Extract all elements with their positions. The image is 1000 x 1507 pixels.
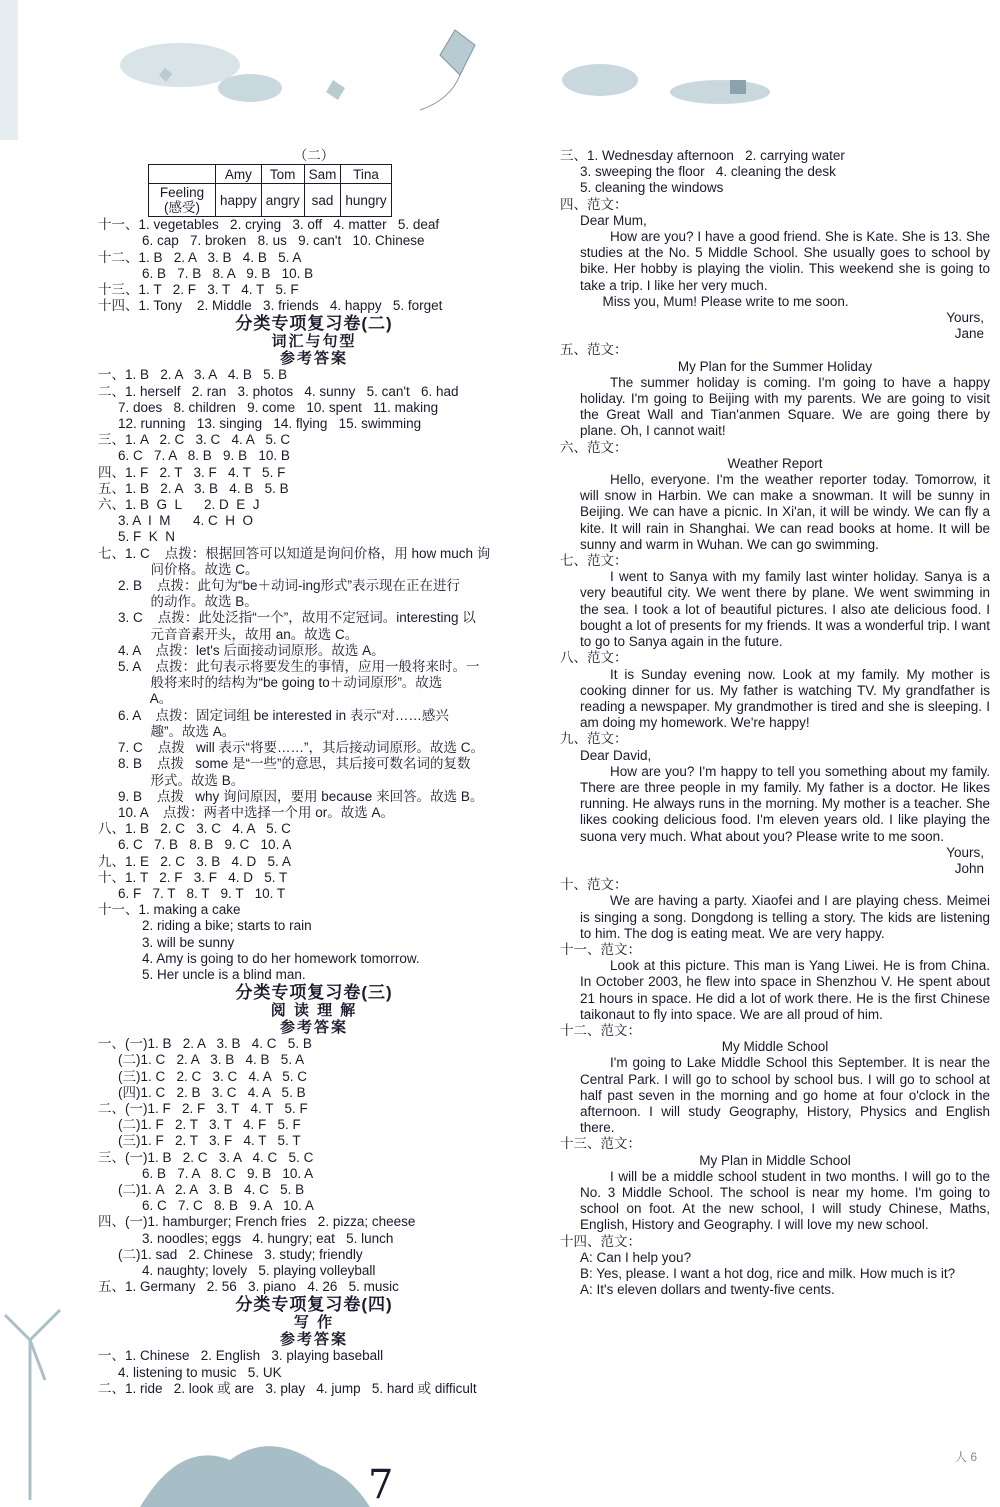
left-margin-decor <box>0 0 18 140</box>
answer-line: 九、1. E 2. C 3. B 4. D 5. A <box>98 853 291 869</box>
answer-line: (二)1. F 2. T 3. T 4. F 5. F <box>118 1117 301 1133</box>
answer-line: 3. will be sunny <box>142 934 235 950</box>
right-column <box>560 148 990 1298</box>
section-subtitle: 词汇与句型 <box>271 333 357 351</box>
answer-line: 五、范文： <box>560 342 628 358</box>
answer-line: A: Can I help you? <box>580 1249 692 1265</box>
answer-line: 一、(一)1. B 2. A 3. B 4. C 5. B <box>98 1036 312 1052</box>
answer-line: 4. listening to music 5. UK <box>118 1364 282 1380</box>
answer-line: 十二、1. B 2. A 3. B 4. B 5. A <box>98 249 302 265</box>
section-title: 分类专项复习卷(四) <box>235 1295 393 1315</box>
kite-icon <box>440 30 475 75</box>
essay-paragraph: Hello, everyone. I'm the weather reporter today. Tomorrow, it will snow in Harbin. We can make a snowman. It will be sunny in Beijing. We can have a picnic. In Xi'an, it will be windy. We can fly a kite. It will rain in Shanghai. We can read books at home. It will be sunny and warm in Wuhan. We can go swimming. <box>580 472 990 552</box>
section-subtitle: 阅 读 理 解 <box>270 1002 358 1020</box>
answer-line: 十四、1. Tony 2. Middle 3. friends 4. happy 5. forget <box>98 298 443 314</box>
answer-line: My Middle School <box>721 1039 829 1055</box>
answer-line: 4. Amy is going to do her homework tomorrow. <box>142 950 420 966</box>
bush-shape <box>140 1446 370 1507</box>
windmill-decoration <box>0 1300 140 1507</box>
answer-block-a <box>98 217 530 314</box>
answer-line: 八、1. B 2. C 3. C 4. A 5. C <box>98 821 291 837</box>
answer-line: 二、1. ride 2. look 或 are 3. play 4. jump 5. hard 或 difficult <box>98 1380 477 1396</box>
essay-paragraph: I went to Sanya with my family last winter holiday. Sanya is a very beautiful city. We went there by plane. We went swimming in the sea. I took a lot of beautiful pictures. I also ate delicious food. I bought a lot of presents for my friends. It was a wonderful trip. I want to go to Sanya again in the future. <box>580 569 990 650</box>
answer-line: 6. cap 7. broken 8. us 9. can't 10. Chinese <box>142 233 425 249</box>
answer-line: Yours, <box>946 310 984 326</box>
answer-line: (二)1. sad 2. Chinese 3. study; friendly <box>118 1246 363 1262</box>
answer-line: Dear David, <box>580 747 652 763</box>
answer-line: 七、1. C 点拨：根据回答可以知道是询问价格，用 how much 询 <box>98 545 491 561</box>
answer-line: A。 <box>98 691 173 707</box>
answer-line: 6. B 7. B 8. A 9. B 10. B <box>142 265 314 281</box>
answer-line: (四)1. C 2. B 3. C 4. A 5. B <box>118 1084 306 1100</box>
answer-line: Jane <box>954 326 984 342</box>
page-number: 7 <box>368 1462 394 1507</box>
table-cell: angry <box>261 184 304 217</box>
answer-line: 九、范文： <box>560 731 628 747</box>
table-cell: happy <box>216 184 262 217</box>
answer-line: 四、1. F 2. T 3. F 4. T 5. F <box>98 464 286 480</box>
answer-line: Miss you, Mum! Please write to me soon. <box>580 293 849 309</box>
answer-line: 十三、范文： <box>560 1136 641 1152</box>
answer-line: 五、1. B 2. A 3. B 4. B 5. B <box>98 480 289 496</box>
answer-line: 五、1. Germany 2. 56 3. piano 4. 26 5. music <box>98 1279 399 1295</box>
answer-line: 5. A 点拨：此句表示将要发生的事情，应用一般将来时。一 <box>118 659 480 675</box>
answer-line: 一、1. B 2. A 3. A 4. B 5. B <box>98 367 288 383</box>
answer-line: 三、1. A 2. C 3. C 4. A 5. C <box>98 432 291 448</box>
answer-line: 四、(一)1. hamburger; French fries 2. pizza; cheese <box>98 1214 416 1230</box>
kite-icon <box>326 80 345 100</box>
kite-string <box>420 75 460 110</box>
essay-paragraph: Look at this picture. This man is Yang Liwei. He is from China. In October 2003, he flew into space in Shenzhou V. He spent about 21 hours in space. He did a lot of work there. He is the first Chinese taikonaut to fly into space. We are all proud of him. <box>580 958 990 1022</box>
answer-line: 一、1. Chinese 2. English 3. playing baseball <box>98 1348 384 1364</box>
answer-line: Weather Report <box>727 455 823 471</box>
bush-decoration <box>140 1420 370 1507</box>
answer-line: 6. F 7. T 8. T 9. T 10. T <box>118 885 286 901</box>
essay-paragraph: It is Sunday evening now. Look at my family. My mother is cooking dinner for us. My father is watching TV. My grandfather is reading a newspaper. My grandmother is tired and she is sleeping. I am doing my homework. We're happy! <box>580 666 990 731</box>
answer-line: 十一、1. making a cake <box>98 902 241 918</box>
table-cell <box>149 165 216 184</box>
answer-block-d <box>98 1348 530 1397</box>
answer-line: (二)1. C 2. A 3. B 4. B 5. A <box>118 1052 305 1068</box>
answer-line: 元音音素开头，故用 an。故选 C。 <box>98 626 359 642</box>
answer-line: 十三、1. T 2. F 3. T 4. T 5. F <box>98 282 299 298</box>
answer-line: (三)1. F 2. T 3. F 4. T 5. T <box>118 1133 301 1149</box>
answer-line: 十四、范文： <box>560 1233 641 1249</box>
answer-line: 六、范文： <box>560 439 628 455</box>
answer-line: 6. C 7. B 8. B 9. C 10. A <box>118 837 292 853</box>
answer-line: My Plan for the Summer Holiday <box>677 358 873 374</box>
section-title: 分类专项复习卷(二) <box>235 314 393 334</box>
section-subtitle: 写 作 <box>293 1314 335 1332</box>
answer-line: 6. B 7. A 8. C 9. B 10. A <box>142 1165 314 1181</box>
table-cell: Tom <box>261 165 304 184</box>
answer-line: 5. cleaning the windows <box>580 180 724 196</box>
answer-line: 6. C 7. A 8. B 9. B 10. B <box>118 448 290 464</box>
answer-line: 趣”。故选 A。 <box>98 723 236 739</box>
answer-line: 二、1. herself 2. ran 3. photos 4. sunny 5. can't 6. had <box>98 383 459 399</box>
answer-line: 5. F K N <box>118 529 176 545</box>
feeling-table <box>148 164 392 217</box>
answer-line: 问价格。故选 C。 <box>98 561 259 577</box>
table-cell: Tina <box>341 165 391 184</box>
answer-line: 四、范文： <box>560 196 628 212</box>
cloud-shape <box>670 80 770 104</box>
answer-line: 十二、范文： <box>560 1022 641 1038</box>
answer-line: 6. C 7. C 8. B 9. A 10. A <box>142 1198 314 1214</box>
answer-line: 三、(一)1. B 2. C 3. A 4. C 5. C <box>98 1149 314 1165</box>
answer-line: 般将来时的结构为“be going to＋动词原形”。故选 <box>98 675 443 691</box>
table-cell: Feeling (感受) <box>149 184 216 217</box>
answer-line: A: It's eleven dollars and twenty-five cents. <box>580 1282 835 1298</box>
essay-paragraph: I will be a middle school student in two months. I will go to the No. 3 Middle School. The school is near my home. I'm going to school on foot. At the new school, I will study Chinese, Maths, English, History and Geography. I will love my new school. <box>580 1168 990 1233</box>
table-row <box>149 184 392 217</box>
answer-line: 3. noodles; eggs 4. hungry; eat 5. lunch <box>142 1230 394 1246</box>
answer-line: 10. A 点拨：两者中选择一个用 or。故选 A。 <box>118 804 395 820</box>
answer-heading: 参考答案 <box>279 1019 348 1037</box>
table-title: （二） <box>293 148 335 163</box>
table-cell: hungry <box>341 184 391 217</box>
cloud-shape <box>218 74 282 102</box>
answer-line: 七、范文： <box>560 553 628 569</box>
answer-line: My Plan in Middle School <box>699 1152 851 1168</box>
essay-paragraph: We are having a party. Xiaofei and I are playing chess. Meimei is singing a song. Dongdong is telling a story. The kids are listening to him. The dog is eating meat. We are very happy. <box>580 893 990 941</box>
answer-heading: 参考答案 <box>279 1331 348 1349</box>
table-cell: Amy <box>216 165 262 184</box>
section-title: 分类专项复习卷(三) <box>235 983 393 1003</box>
answer-line: 形式。故选 B。 <box>98 772 245 788</box>
table-row <box>149 165 392 184</box>
answer-line: 的动作。故选 B。 <box>98 594 258 610</box>
answer-heading: 参考答案 <box>279 350 348 368</box>
answer-line: 十一、范文： <box>560 941 641 957</box>
answer-line: 二、(一)1. F 2. F 3. T 4. T 5. F <box>98 1100 308 1116</box>
left-column <box>98 148 530 1397</box>
answer-line: 6. A 点拨：固定词组 be interested in 表示“对……感兴 <box>118 707 449 723</box>
answer-line: 十、范文： <box>560 877 628 893</box>
answer-line: 3. A I M 4. C H O <box>118 513 254 529</box>
essay-paragraph: B: Yes, please. I want a hot dog, rice and milk. How much is it? <box>580 1266 956 1282</box>
answer-line: 八、范文： <box>560 650 628 666</box>
answer-line: John <box>954 860 984 876</box>
corner-mark: 人 6 <box>955 1450 978 1464</box>
answer-line: Dear Mum, <box>580 212 647 228</box>
essay-paragraph: How are you? I have a good friend. She is Kate. She is 13. She studies at the No. 5 Middle School. She usually goes to school by bike. Her hobby is playing the violin. This weekend she is going to take a trip. I like her very much. <box>580 229 990 293</box>
answer-line: 4. A 点拨：let's 后面接动词原形。故选 A。 <box>118 642 385 658</box>
essay-paragraph: I'm going to Lake Middle School this September. It is near the Central Park. I will go to school by school bus. I will go to school at half past seven in the morning and go home at four o'clock in the afternoon. I will study Geography, History, Physics and English there. <box>580 1055 990 1136</box>
kite-icon <box>730 80 746 94</box>
answer-line: 8. B 点拨 some 是“一些”的意思，其后接可数名词的复数 <box>118 756 471 772</box>
cloud-shape <box>120 43 240 87</box>
answer-line: 十、1. T 2. F 3. F 4. D 5. T <box>98 869 288 885</box>
answer-block-c <box>98 1036 530 1295</box>
table-cell: Sam <box>304 165 341 184</box>
essay-paragraph: The summer holiday is coming. I'm going to have a happy holiday. I'm going to Beijing with my parents. We are going to visit the Great Wall and Tian'anmen Square. We are going there by plane. Oh, I cannot wait! <box>580 374 990 439</box>
answer-line: 六、1. B G L 2. D E J <box>98 497 260 513</box>
windmill-blades <box>5 1310 60 1380</box>
header-decoration <box>0 0 1000 140</box>
answer-line: 9. B 点拨 why 询问原因，要用 because 来回答。故选 B。 <box>118 788 484 804</box>
answer-line: 12. running 13. singing 14. flying 15. swimming <box>118 416 422 432</box>
answer-line: 7. does 8. children 9. come 10. spent 11. making <box>118 399 439 415</box>
answer-line: 7. C 点拨 will 表示“将要……”，其后接动词原形。故选 C。 <box>118 740 485 756</box>
answer-line: 三、1. Wednesday afternoon 2. carrying water <box>560 148 845 163</box>
answer-line: 2. B 点拨：此句为“be＋动词-ing形式”表示现在正在进行 <box>118 578 461 594</box>
answer-line: 5. Her uncle is a blind man. <box>142 966 306 982</box>
answer-line: Yours, <box>946 844 984 860</box>
answer-line: 3. sweeping the floor 4. cleaning the desk <box>580 164 836 180</box>
answer-block-b <box>98 367 530 983</box>
cloud-shape <box>562 64 638 96</box>
answer-line: 2. riding a bike; starts to rain <box>142 918 312 934</box>
answer-line: 十一、1. vegetables 2. crying 3. off 4. matter 5. deaf <box>98 217 440 233</box>
answer-line: 4. naughty; lovely 5. playing volleyball <box>142 1262 376 1278</box>
essay-paragraph: How are you? I'm happy to tell you something about my family. There are three people in my family. My father is a doctor. He likes running. He always runs in the morning. My mother is a teacher. She likes cooking delicious food. I'm eleven years old. I like playing the suona very much. What about you? Please write to me soon. <box>580 763 990 844</box>
answer-line: (三)1. C 2. C 3. C 4. A 5. C <box>118 1068 308 1084</box>
answer-line: (二)1. A 2. A 3. B 4. C 5. B <box>118 1181 305 1197</box>
answer-line: 3. C 点拨：此处泛指“一个”，故用不定冠词。interesting 以 <box>118 610 476 626</box>
table-cell: sad <box>304 184 341 217</box>
